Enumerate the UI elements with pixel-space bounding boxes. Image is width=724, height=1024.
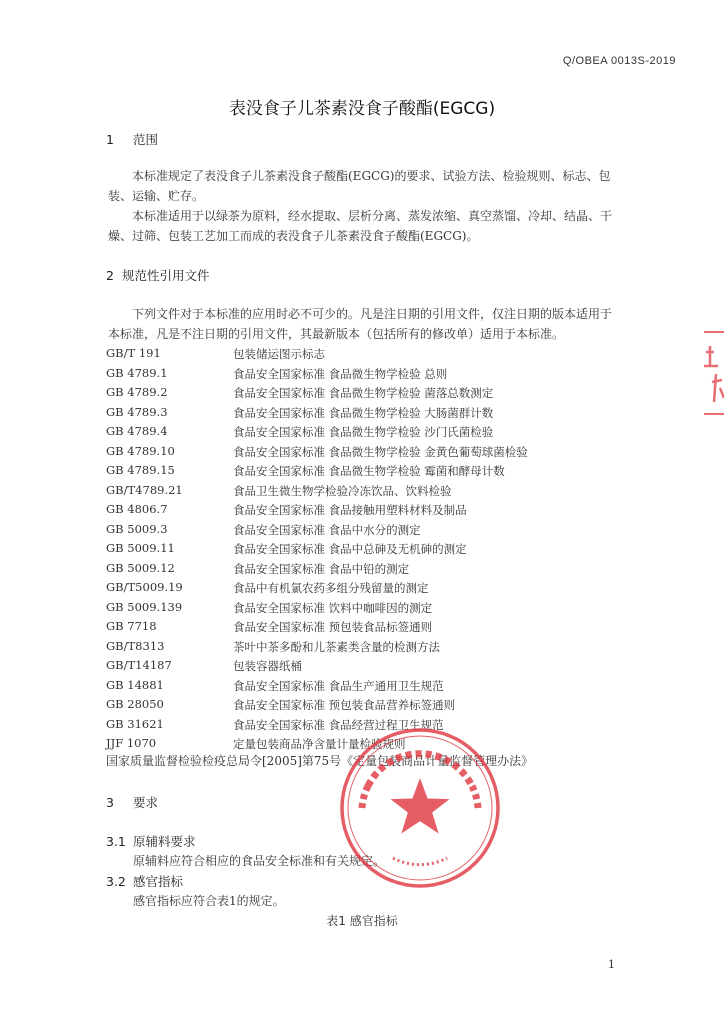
reference-title: 定量包装商品净含量计量检验规则 [233,737,406,751]
section-1-title: 范围 [133,132,159,147]
reference-code: GB 28050 [106,697,164,711]
scope-paragraph-1 [108,166,612,206]
scope-paragraph-2 [108,206,612,246]
reference-code: GB 4789.10 [106,444,175,458]
section-3-1-number: 3.1 [106,834,126,849]
reference-title: 食品安全国家标准 食品微生物学检验 菌落总数测定 [233,386,494,400]
reference-code: GB/T 191 [106,346,161,360]
reference-code: GB/T5009.19 [106,580,183,594]
reference-code: GB/T14187 [106,658,172,672]
reference-code: JJF 1070 [106,736,157,750]
reference-title: 食品安全国家标准 预包装食品营养标签通则 [233,698,456,712]
reference-title: 食品安全国家标准 食品微生物学检验 金黄色葡萄球菌检验 [233,445,528,459]
reference-title: 包装储运图示标志 [233,347,325,361]
reference-title: 食品安全国家标准 食品微生物学检验 沙门氏菌检验 [233,425,494,439]
reference-title: 食品安全国家标准 食品生产通用卫生规范 [233,679,444,693]
seal-star [391,778,450,834]
page-number: 1 [608,958,615,971]
reference-code: GB 4789.2 [106,385,168,399]
reference-code: GB 5009.12 [106,561,175,575]
section-3-2-number: 3.2 [106,874,126,889]
section-3-1-heading [106,832,196,850]
reference-code: GB 5009.11 [106,541,175,555]
reference-title: 食品安全国家标准 食品微生物学检验 大肠菌群计数 [233,406,494,420]
reference-title: 食品中有机氯农药多组分残留量的测定 [233,581,429,595]
reference-code: GB 4789.15 [106,463,175,477]
reference-code: GB 4806.7 [106,502,168,516]
standard-code: Q/OBEA 0013S-2019 [562,55,676,67]
reference-title: 食品安全国家标准 食品中铅的测定 [233,562,410,576]
reference-title: 食品安全国家标准 食品接触用塑料材料及制品 [233,503,467,517]
reference-title: 包装容器纸桶 [233,659,302,673]
scope-paragraph-2-text: 本标准适用于以绿茶为原料，经水提取、层析分离、蒸发浓缩、真空蒸馏、冷却、结晶、干燥、过筛、包装工艺加工而成的表没食子儿茶素没食子酸酯(EGCG)。 [108,209,613,243]
seal-serial-arc [393,858,447,865]
reference-title: 食品安全国家标准 预包装食品标签通则 [233,620,433,634]
reference-decree: 国家质量监督检验检疫总局令[2005]第75号《定量包装商品计量监督管理办法》 [106,754,534,768]
reference-code: GB 4789.1 [106,366,168,380]
table-1-caption: 表1 感官指标 [326,914,398,928]
section-2-title: 规范性引用文件 [122,268,210,283]
section-2-heading [106,266,210,284]
section-2-number: 2 [106,268,114,283]
seal-lettering-arc-right [472,786,478,808]
reference-code: GB 4789.3 [106,405,168,419]
section-3-1-title: 原辅料要求 [133,834,196,849]
document-title: 表没食子儿茶素没食子酸酯(EGCG) [228,99,496,119]
section-3-number: 3 [106,795,114,810]
section-1-number: 1 [106,132,114,147]
reference-code: GB 5009.3 [106,522,168,536]
reference-title: 食品卫生微生物学检验冷冻饮品、饮料检验 [233,484,452,498]
references-intro [108,304,612,344]
reference-title: 食品安全国家标准 食品微生物学检验 霉菌和酵母计数 [233,464,505,478]
reference-title: 食品安全国家标准 食品微生物学检验 总则 [233,367,448,381]
section-3-2-heading [106,872,183,890]
seal-lettering-arc-left [362,786,368,808]
reference-code: GB 7718 [106,619,157,633]
reference-code: GB/T8313 [106,639,165,653]
section-3-title: 要求 [133,795,159,810]
scope-paragraph-1-text: 本标准规定了表没食子儿茶素没食子酸酯(EGCG)的要求、试验方法、检验规则、标志、包装、运输、贮存。 [108,169,611,203]
reference-title: 食品安全国家标准 食品中总砷及无机砷的测定 [233,542,467,556]
edge-seal-fragment [700,322,724,422]
reference-code: GB 14881 [106,678,164,692]
section-3-2-text: 感官指标应符合表1的规定。 [133,894,285,908]
section-3-heading [106,793,158,811]
reference-title: 食品安全国家标准 食品经营过程卫生规范 [233,718,444,732]
references-intro-text: 下列文件对于本标准的应用时必不可少的。凡是注日期的引用文件，仅注日期的版本适用于本标准，凡是不注日期的引用文件，其最新版本（包括所有的修改单）适用于本标准。 [108,307,613,341]
reference-title: 食品安全国家标准 食品中水分的测定 [233,523,421,537]
section-3-1-text: 原辅料应符合相应的食品安全标准和有关规定。 [133,854,386,868]
reference-code: GB 5009.139 [106,600,183,614]
reference-code: GB 4789.4 [106,424,168,438]
section-1-heading [106,130,158,148]
section-3-2-title: 感官指标 [133,874,184,889]
reference-code: GB/T4789.21 [106,483,183,497]
reference-title: 茶叶中茶多酚和儿茶素类含量的检测方法 [233,640,440,654]
reference-code: GB 31621 [106,717,164,731]
reference-title: 食品安全国家标准 饮料中咖啡因的测定 [233,601,433,615]
